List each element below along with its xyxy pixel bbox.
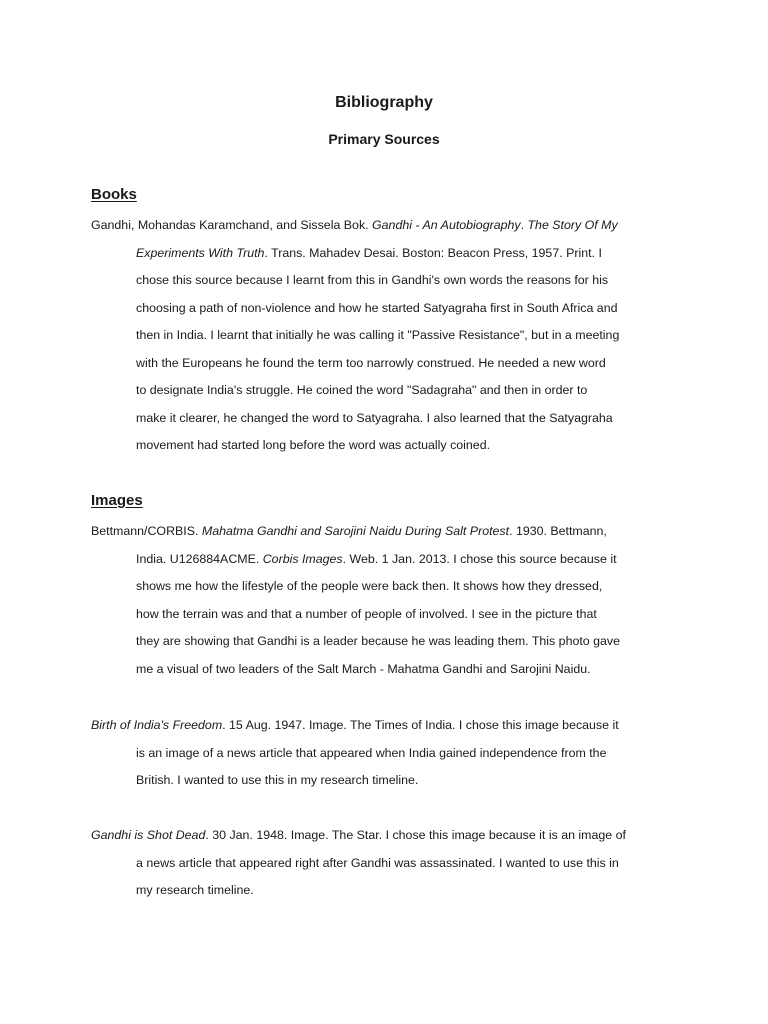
entry-line: Experiments With Truth. Trans. Mahadev Desai. Boston: Beacon Press, 1957. Print. I — [136, 245, 602, 260]
entry-line: Bettmann/CORBIS. Mahatma Gandhi and Sarojini Naidu During Salt Protest. 1930. Bettmann, — [91, 524, 607, 538]
entry-line: then in India. I learnt that initially he was calling it "Passive Resistance", but in a meeting — [136, 328, 620, 342]
bibliography-entry-salt-protest — [91, 518, 681, 683]
entry-line: how the terrain was and that a number of people of involved. I see in the picture that — [136, 606, 597, 621]
entry-line: is an image of a news article that appeared when India gained independence from the — [136, 745, 607, 760]
bibliography-entry-birth-of-freedom — [91, 712, 681, 795]
entry-line: British. I wanted to use this in my research timeline. — [136, 773, 419, 787]
entry-line: shows me how the lifestyle of the people were back then. It shows how they dressed, — [136, 579, 603, 593]
entry-line: Birth of India's Freedom. 15 Aug. 1947. Image. The Times of India. I chose this image because it — [91, 718, 619, 732]
page-subtitle: Primary Sources — [328, 131, 440, 147]
section-heading-books: Books — [91, 186, 137, 203]
entry-line: they are showing that Gandhi is a leader because he was leading them. This photo gave — [136, 634, 621, 648]
entry-line: choosing a path of non-violence and how he started Satyagraha first in South Africa and — [136, 300, 618, 315]
entry-line: me a visual of two leaders of the Salt March - Mahatma Gandhi and Sarojini Naidu. — [136, 661, 591, 676]
entry-line: chose this source because I learnt from this in Gandhi's own words the reasons for his — [136, 273, 609, 287]
entry-line: India. U126884ACME. Corbis Images. Web. 1 Jan. 2013. I chose this source because it — [136, 551, 617, 566]
page-title: Bibliography — [335, 94, 433, 111]
entry-line: a news article that appeared right after Gandhi was assassinated. I wanted to use this in — [136, 855, 619, 870]
section-heading-images: Images — [91, 492, 143, 509]
entry-line: Gandhi, Mohandas Karamchand, and Sissela Bok. Gandhi - An Autobiography. The Story Of My — [91, 218, 618, 232]
entry-line: make it clearer, he changed the word to Satyagraha. I also learned that the Satyagraha — [136, 410, 613, 425]
bibliography-entry-gandhi-autobiography — [91, 212, 681, 460]
entry-line: my research timeline. — [136, 883, 254, 897]
bibliography-entry-gandhi-shot-dead — [91, 822, 681, 905]
entry-line: with the Europeans he found the term too narrowly construed. He needed a new word — [136, 355, 606, 370]
entry-line: to designate India's struggle. He coined the word "Sadagraha" and then in order to — [136, 383, 588, 397]
entry-line: movement had started long before the word was actually coined. — [136, 438, 491, 452]
entry-line: Gandhi is Shot Dead. 30 Jan. 1948. Image. The Star. I chose this image because it is an image of — [91, 828, 626, 842]
